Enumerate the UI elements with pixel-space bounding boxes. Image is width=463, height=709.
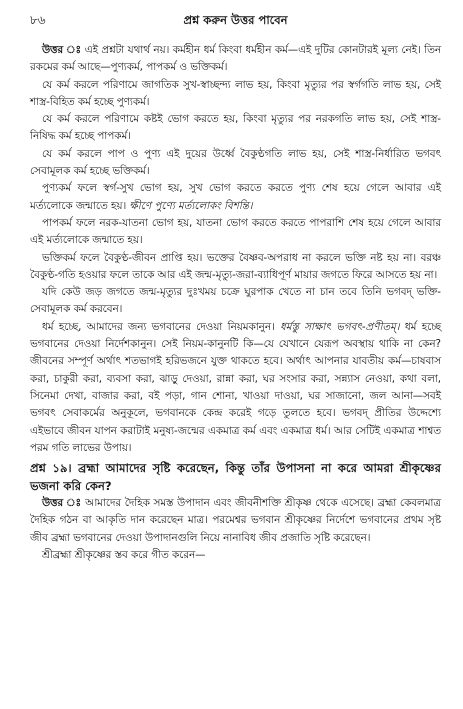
scripture-quote: ধর্মস্তু সাক্ষাৎ ভগবৎ-প্রণীতম্। xyxy=(280,320,400,333)
page-number: ৮৬ xyxy=(30,13,46,27)
running-title: প্রশ্ন করুন উত্তর পাবেন xyxy=(183,13,288,27)
page-body xyxy=(30,42,441,564)
answer-19 xyxy=(30,495,441,547)
question-text: ব্রহ্মা আমাদের সৃষ্টি করেছেন, কিন্তু তাঁর উপাসনা না করে আমরা শ্রীকৃষ্ণের ভজনা করি কেন? xyxy=(30,461,441,494)
paragraph-papa-result: পাপকর্ম ফলে নরক-যাতনা ভোগ হয়, যাতনা ভোগ করতে করতে পাপরাশি শেষ হয়ে গেলে আবার এই মর্ত্যলোকে জন্মাতে হয়। xyxy=(30,216,441,247)
paragraph-brahma-prayer: শ্রীব্রহ্মা শ্রীকৃষ্ণের স্তব করে গীত করেন— xyxy=(42,549,206,562)
answer-text: এই প্রশ্নটা যথার্থ নয়। কর্মহীন ধর্ম কিংবা ধর্মহীন কর্ম—এই দুটির কোনটারই মূল্য নেই। তিন রকমের কর্ম আছে—পুণ্যকর্ম, পাপকর্ম ও ভক্তিকর্ম। xyxy=(30,44,441,74)
page-header xyxy=(30,12,441,34)
paragraph-text: ধর্ম হচ্ছে, আমাদের জন্য ভগবানের দেওয়া নিয়মকানুন। xyxy=(42,320,275,333)
question-label: প্রশ্ন ১৯। xyxy=(30,461,72,476)
answer-text: আমাদের দৈহিক সমস্ত উপাদান এবং জীবনীশক্তি শ্রীকৃষ্ণ থেকে এসেছে। ব্রহ্মা কেবলমাত্র দৈহিক গঠন বা আকৃতি দান করেছেন মাত্র। পরমেশ্বর ভগবান শ্রীকৃষ্ণের নির্দেশে ভগবানের প্রথম সৃষ্ট জীব ব্রহ্মা ভগবানের দেওয়া উপাদানগুলি নিয়ে নানাবিধ জীব প্রজাতি সৃষ্টি করেছেন। xyxy=(30,497,441,544)
paragraph-bhakti-result: ভক্তিকর্ম ফলে বৈকুণ্ঠ-জীবন প্রাপ্তি হয়। ভক্তের বৈষ্ণব-অপরাধ না করলে ভক্তি নষ্ট হয় না। বরঞ্চ বৈকুণ্ঠ-গতি হওয়ার ফলে তাকে আর এই জন্ম-মৃত্যু-জরা-ব্যাধিপূর্ণ মায়ার জগতে ফিরে আসতে হয় না। xyxy=(30,251,441,281)
paragraph-text: ধর্ম হচ্ছে ভগবানের দেওয়া নির্দেশকানুন। সেই নিয়ম-কানুনটি কি—যে যেখানে যেরূপ অবস্থায় থাকি না কেন? জীবনের সম্পূর্ণ অর্থাৎ শতভাগই হরিভজনে যুক্ত থাকতে হবে। অর্থাৎ আপনার যাবতীয় কর্ম—চাষবাস করা, চাকুরী করা, ব্যবসা করা, ঝাড়ু দেওয়া, রান্না করা, ঘর সংসার করা, সন্ন্যাস নেওয়া, কথা বলা, সিনেমা দেখা, বাজার করা, বই পড়া, গান শোনা, খাওয়া দাওয়া, ঘর সাজানো, জল আনা—সবই ভগবৎ সেবাকর্মের অনুকূলে, ভগবানকে কেন্দ্র করেই গড়ে তুলতে হবে। ভগবদ্ প্রীতির উদ্দেশ্যে এইভাবে জীবন যাপন করাটাই মনুষ্য-জন্মের একমাত্র কর্ম এবং একমাত্র ধর্ম। আর সেটিই একমাত্র শাশ্বত পরম গতি লাভের উপায়। xyxy=(30,320,442,454)
paragraph-recommendation: যদি কেউ জড় জগতে জন্ম-মৃত্যুর দুঃখময় চক্রে ঘুরপাক খেতে না চান তবে তিনি ভগবদ্ ভক্তি-সেবামূলক কর্ম করবেন। xyxy=(30,286,441,316)
question-19 xyxy=(30,459,441,495)
paragraph-bhaktikarma: যে কর্ম করলে পাপ ও পুণ্য এই দুয়ের উর্ধ্বে বৈকুণ্ঠগতি লাভ হয়, সেই শাস্ত্র-নির্ধারিত ভগবৎ সেবামূলক কর্ম হচ্ছে ভক্তিকর্ম। xyxy=(30,147,441,178)
answer-18-intro xyxy=(30,42,441,77)
paragraph-punya-result xyxy=(30,180,441,215)
paragraph-dharma xyxy=(30,319,441,457)
answer-label: উত্তর ঃ xyxy=(42,497,82,510)
paragraph-papakarma: যে কর্ম করলে পরিণামে কষ্টই ভোগ করতে হয়, কিংবা মৃত্যুর পর নরকগতি লাভ হয়, সেই শাস্ত্র-নিষিদ্ধ কর্ম হচ্ছে পাপকর্ম। xyxy=(30,113,441,143)
paragraph-punyakarma: যে কর্ম করলে পরিণামে জাগতিক সুখ-স্বাচ্ছন্দ্য লাভ হয়, কিংবা মৃত্যুর পর স্বর্গগতি লাভ হয়, সেই শাস্ত্র-বিহিত কর্ম হচ্ছে পুণ্যকর্ম। xyxy=(30,78,441,108)
answer-label: উত্তর ঃ xyxy=(42,44,82,56)
paragraph-text: পুণ্যকর্ম ফলে স্বর্গ-সুখ ভোগ হয়, সুখ ভোগ করতে করতে পুণ্য শেষ হয়ে গেলে আবার এই মর্ত্যলোকে জন্মাতে হয়। xyxy=(30,182,441,212)
scripture-quote: ক্ষীণে পুণ্যে মর্ত্যলোকং বিশন্তি। xyxy=(129,199,253,212)
